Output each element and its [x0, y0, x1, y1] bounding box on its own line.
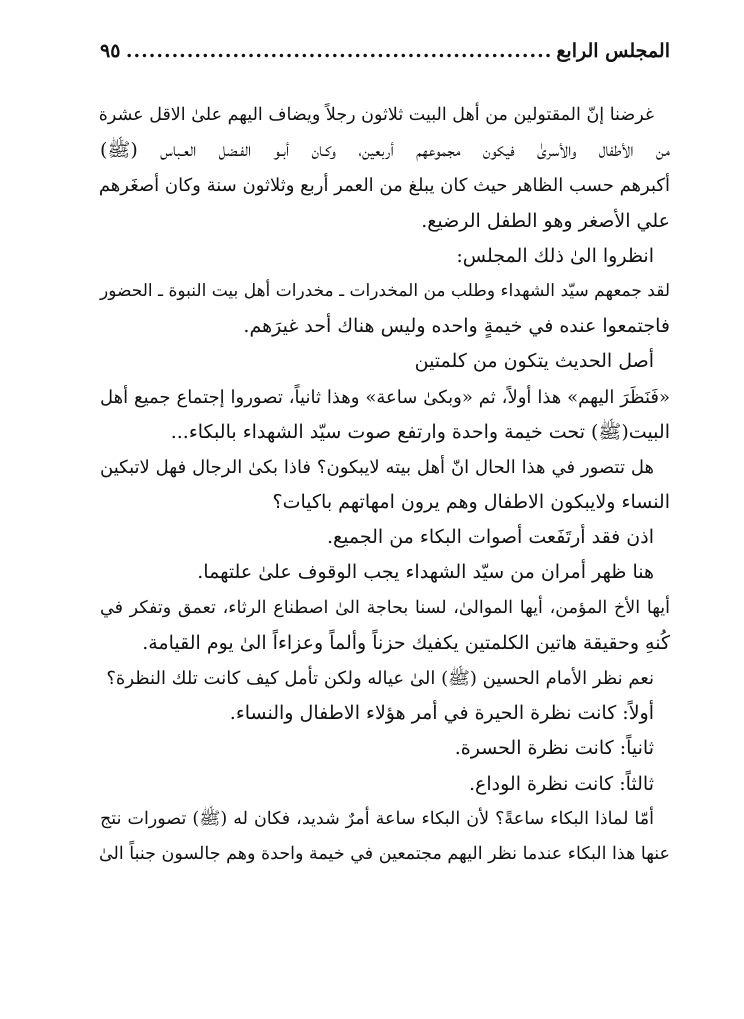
- text-line: أكبرهم حسب الظاهر حيث كان يبلغ من العمر أربع وثلاثون سنة وكان أصغَرهم: [98, 175, 670, 197]
- text-line: أيها الأخ المؤمن، أيها الموالىٰ، لسنا بحاجة الىٰ اصطناع الرثاء، تعمق وتفكر في: [100, 597, 670, 618]
- text-line: انظروا الىٰ ذلك المجلس:: [456, 244, 654, 267]
- text-line: النساء ولايبكون الاطفال وهم يرون امهاتهم باكيات؟: [272, 491, 670, 514]
- body-text: [100, 98, 670, 872]
- text-line: فاجتمعوا عنده في خيمةٍ واحده وليس هناك أحد غيرَهم.: [243, 315, 670, 338]
- text-line: لقد جمعهم سيّد الشهداء وطلب من المخدرات ـ مخدرات أهل بيت النبوة ـ الحضور: [100, 280, 670, 301]
- running-header: [100, 40, 670, 74]
- text-line: أصل الحديث يتكون من كلمتين: [414, 350, 654, 373]
- text-line: ثانياً: كانت نظرة الحسرة.: [454, 737, 654, 760]
- text-line: ثالثاً: كانت نظرة الوداع.: [469, 772, 654, 795]
- text-line: هنا ظهر أمران من سيّد الشهداء يجب الوقوف علىٰ علتهما.: [197, 561, 654, 584]
- text-line: عنها هذا البكاء عندما نظر اليهم مجتمعين في خيمة واحدة وهم جالسون جنباً الىٰ: [98, 843, 670, 864]
- text-line: أمّا لماذا البكاء ساعةً؟ لأن البكاء ساعة أمرٌ شديد، فكان له (ﷺ) تصورات نتج: [100, 808, 654, 829]
- text-line: نعم نظر الأمام الحسين (ﷺ) الىٰ عياله ولكن تأمل كيف كانت تلك النظرة؟: [106, 668, 654, 689]
- text-line: من الأطفال والأسرىٰ فيكون مجموعهم أربعين، وكـان أبـو الفـضل العـباس (ﷺ): [100, 139, 670, 162]
- text-line: علي الأصغر وهو الطفل الرضيع.: [421, 209, 670, 232]
- text-line: اذن فقد أرتَفَعت أصوات البكاء من الجميع.: [326, 526, 654, 549]
- chapter-title: المجلس الرابع: [556, 40, 670, 62]
- text-line: هل تتصور في هذا الحال انّ أهل بيته لايبكون؟ فاذا بكىٰ الرجال فهل لاتبكين: [100, 456, 654, 478]
- text-line: كُنهِ وحقيقة هاتين الكلمتين يكفيك حزناً وألماً وعزاءاً الىٰ يوم القيامة.: [142, 631, 670, 654]
- text-line: «فَنَظَرَ اليهم» هذا أولاً، ثم «وبكىٰ ساعة» وهذا ثانياً، تصوروا إجتماع جميع أهل: [100, 386, 670, 408]
- text-line: غرضنا إنّ المقتولين من أهل البيت ثلاثون رجلاً ويضاف اليهم علىٰ الاقل عشرة: [98, 105, 654, 125]
- book-page: [100, 40, 670, 980]
- text-line: البيت(ﷺ) تحت خيمة واحدة وارتفع صوت سيّد الشهداء بالبكاء...: [170, 420, 670, 443]
- dot-leader: [124, 40, 552, 62]
- text-line: أولاً: كانت نظرة الحيرة في أمر هؤلاء الاطفال والنساء.: [229, 702, 654, 725]
- page-number: ٩٥: [100, 40, 121, 62]
